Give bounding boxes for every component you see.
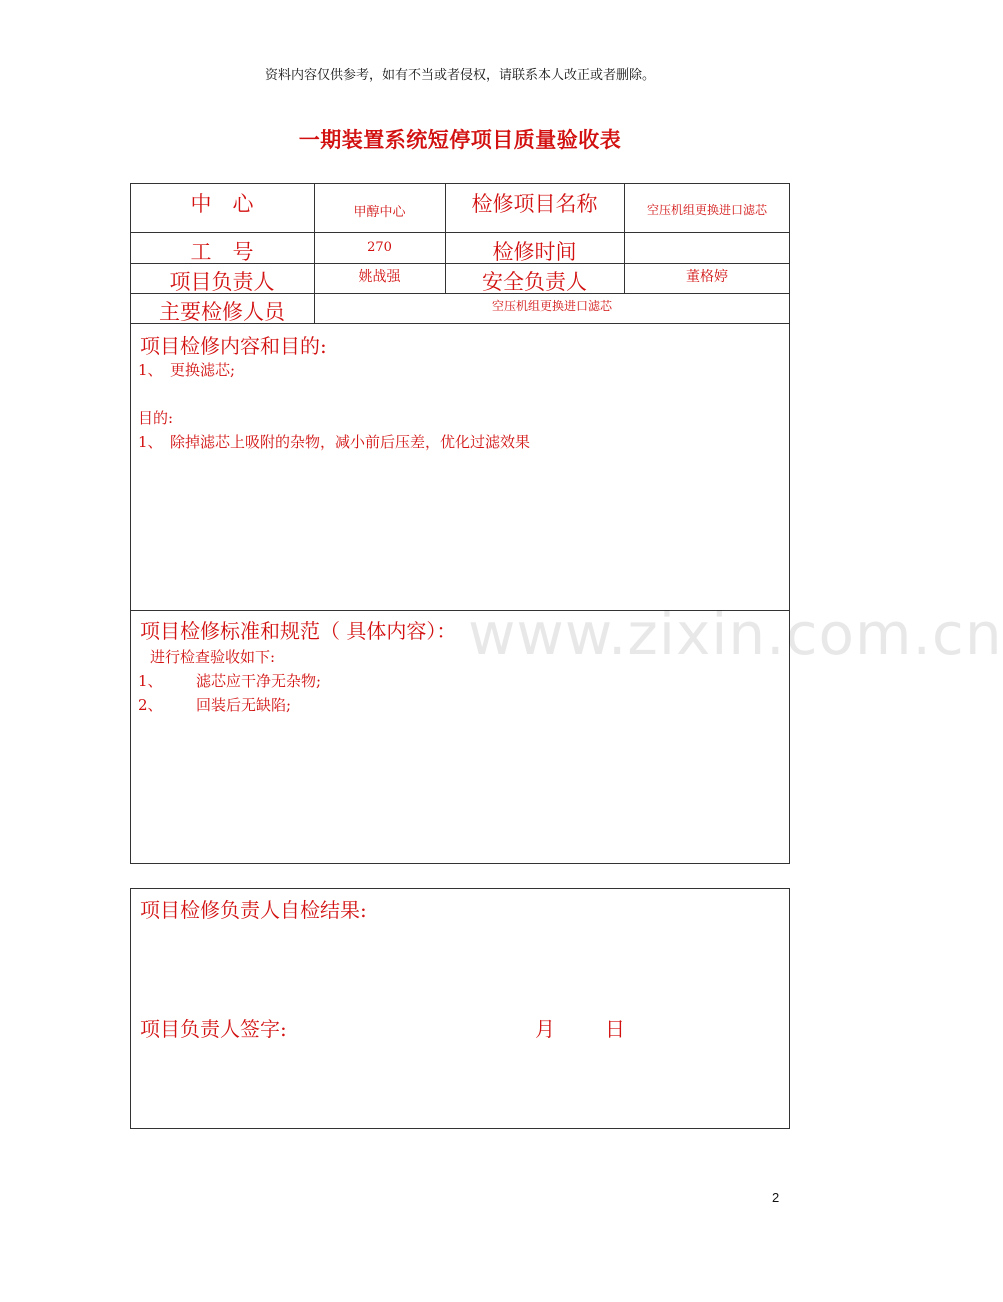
center-value: 甲醇中心 bbox=[353, 205, 406, 220]
item-name-label: 检修项目名称 bbox=[471, 192, 598, 216]
staff-value: 空压机组更换进口滤芯 bbox=[491, 299, 612, 313]
purpose-label: 目的: bbox=[138, 409, 174, 427]
center-label: 中 心 bbox=[190, 192, 254, 216]
time-label: 检修时间 bbox=[492, 240, 577, 264]
standard-item-2-no: 2、 bbox=[138, 696, 163, 714]
sign-month: 月 bbox=[535, 1017, 555, 1041]
standard-item-1-no: 1、 bbox=[138, 672, 163, 690]
safety-value: 董格婷 bbox=[686, 269, 728, 285]
purpose-item-1: 1、 除掉滤芯上吸附的杂物，减小前后压差，优化过滤效果 bbox=[138, 433, 531, 451]
item-name-value: 空压机组更换进口滤芯 bbox=[646, 203, 767, 217]
self-check-box bbox=[130, 888, 790, 1129]
leader-value: 姚战强 bbox=[358, 269, 401, 285]
standard-item-2-text: 回装后无缺陷; bbox=[196, 696, 292, 714]
watermark: www.zixin.com.cn bbox=[468, 600, 1003, 668]
disclaimer-note: 资料内容仅供参考，如有不当或者侵权，请联系本人改正或者删除。 bbox=[264, 68, 655, 83]
standard-intro: 进行检查验收如下: bbox=[150, 648, 276, 666]
work-no-value: 270 bbox=[367, 240, 392, 255]
page-title: 一期装置系统短停项目质量验收表 bbox=[298, 128, 622, 152]
sign-label: 项目负责人签字: bbox=[140, 1017, 287, 1041]
self-check-heading: 项目检修负责人自检结果: bbox=[140, 898, 367, 922]
content-item-1: 1、 更换滤芯; bbox=[138, 361, 236, 379]
safety-label: 安全负责人 bbox=[482, 270, 587, 294]
standard-heading: 项目检修标准和规范（ 具体内容）： bbox=[140, 619, 457, 643]
staff-label: 主要检修人员 bbox=[159, 300, 285, 324]
content-heading: 项目检修内容和目的: bbox=[140, 334, 327, 358]
leader-label: 项目负责人 bbox=[169, 270, 275, 294]
page-number: 2 bbox=[772, 1190, 780, 1205]
standard-item-1-text: 滤芯应干净无杂物; bbox=[196, 672, 322, 690]
sign-day: 日 bbox=[605, 1017, 625, 1041]
work-no-label: 工 号 bbox=[190, 240, 254, 264]
